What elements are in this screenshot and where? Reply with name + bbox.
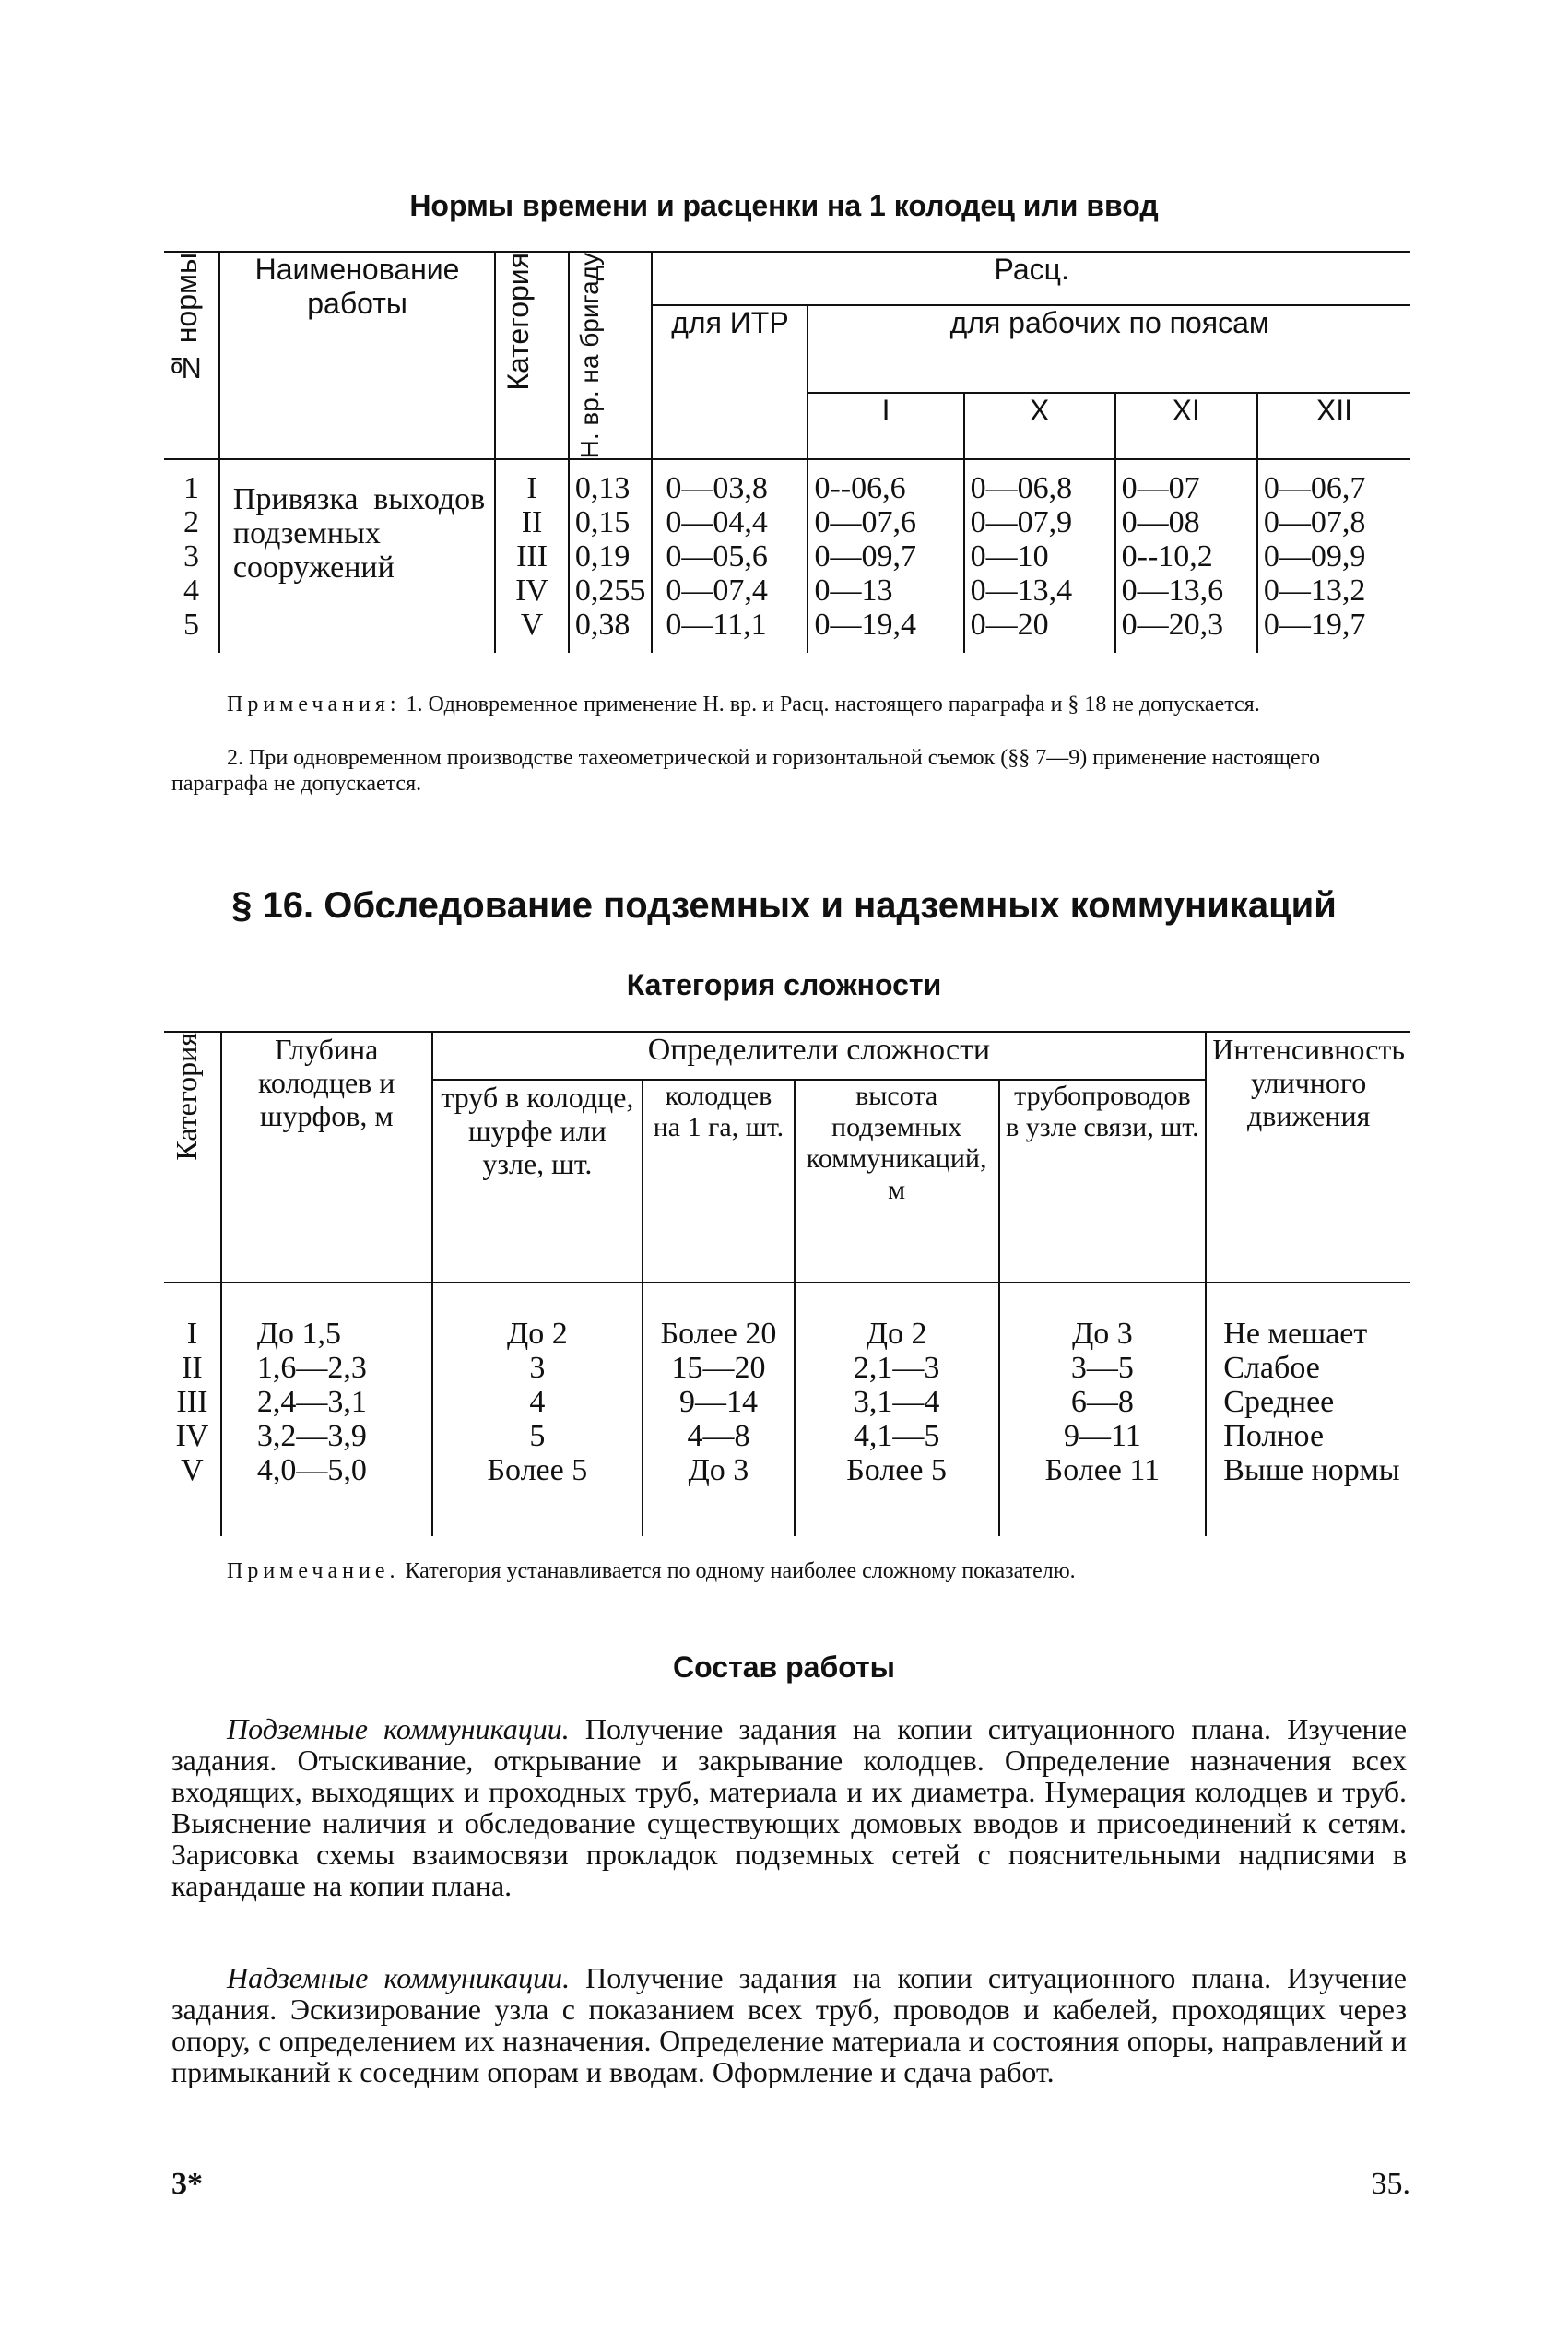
norm-number-header: № нормы: [164, 252, 219, 459]
itr-header: для ИТР: [652, 305, 808, 459]
rate-header: Расц.: [652, 252, 1410, 305]
wells-header: колодцев на 1 га, шт.: [643, 1080, 795, 1283]
pipes-header: труб в колодце, шурфе или узле, шт.: [432, 1080, 643, 1283]
categories: I II III IV V: [164, 1283, 221, 1536]
overground-paragraph: Надземные коммуникации. Получение задания на копии ситуационного плана. Изучение задания. Эскизирование узла с показанием всех труб, проводов и кабелей, проходящих через опору, с определением их назначения. Определение материала и состояния опоры, направлений и примыканий к соседним опорам и вводам. Оформление и сдача работ.: [171, 1961, 1408, 2088]
work-name: Привязка выходов подземных сооружений: [219, 459, 495, 653]
signature-mark: 3*: [171, 2167, 203, 2201]
height-header: высота подземных коммуникаций, м: [795, 1080, 999, 1283]
workers-header: для рабочих по поясам: [808, 305, 1410, 393]
depth-values: До 1,5 1,6—2,3 2,4—3,1 3,2—3,9 4,0—5,0: [221, 1283, 432, 1536]
section-title: § 16. Обследование подземных и надземных коммуникаций: [231, 885, 1337, 926]
underground-paragraph: Подземные коммуникации. Получение задания на копии ситуационного плана. Изучение задания. Отыскивание, открывание и закрывание колодцев. Определение назначения всех входящих, выходящих и проходных труб, материала и их диаметра. Нумерация колодцев и труб. Выяснение наличия и обследование существующих домовых вводов и присоединений к сетям. Зарисовка схемы взаимосвязи прокладок подземных сетей с пояснительными надписями в карандаше на копии плана.: [171, 1712, 1408, 1902]
belt-xi-rates: 0—07 0—08 0--10,2 0—13,6 0—20,3: [1115, 459, 1257, 653]
notes-2: 2. При одновременном производстве тахеометрической и горизонтальной съемок (§§ 7—9) применение настоящего параграфа не допускается.: [171, 746, 1320, 796]
pipelines-values: До 3 3—5 6—8 9—11 Более 11: [999, 1283, 1207, 1536]
page-number: 35.: [1371, 2167, 1410, 2201]
belt-header: XI: [1115, 393, 1257, 459]
norm-numbers: 1 2 3 4 5: [164, 459, 219, 653]
belt-x-rates: 0—06,8 0—07,9 0—10 0—13,4 0—20: [964, 459, 1115, 653]
table1-caption: Нормы времени и расценки на 1 колодец или ввод: [409, 189, 1159, 222]
table2-caption: Категория сложности: [626, 968, 942, 1001]
notes-1: Примечания: 1. Одновременное применение Н. вр. и Расц. настоящего параграфа и § 18 не допускается.: [227, 692, 1260, 716]
categories: I II III IV V: [495, 459, 569, 653]
time-norm-header: Н. вр. на бригаду: [569, 252, 653, 459]
belt-i-rates: 0--06,6 0—07,6 0—09,7 0—13 0—19,4: [808, 459, 963, 653]
belt-header: X: [964, 393, 1115, 459]
belt-xii-rates: 0—06,7 0—07,8 0—09,9 0—13,2 0—19,7: [1263, 471, 1366, 643]
wells-values: Более 20 15—20 9—14 4—8 До 3: [643, 1283, 795, 1536]
height-values: До 2 2,1—3 3,1—4 4,1—5 Более 5: [795, 1283, 999, 1536]
category-header: Категория: [495, 252, 569, 459]
category-header: Категория: [164, 1032, 221, 1283]
belt-header: I: [808, 393, 963, 459]
traffic-header: Интенсивность уличного движения: [1206, 1032, 1410, 1283]
depth-header: Глубина колодцев и шурфов, м: [221, 1032, 432, 1283]
work-composition-heading: Состав работы: [673, 1650, 895, 1684]
definers-header: Определители сложности: [432, 1032, 1207, 1080]
time-norms: 0,13 0,15 0,19 0,255 0,38: [569, 459, 653, 653]
norms-table: [164, 251, 1410, 653]
traffic-values: Не мешает Слабое Среднее Полное Выше нормы: [1223, 1317, 1400, 1487]
pipelines-header: трубопроводов в узле связи, шт.: [999, 1080, 1207, 1283]
note-3: Примечание. Категория устанавливается по одному наиболее сложному показателю.: [227, 1559, 1076, 1583]
complexity-table: [164, 1031, 1410, 1536]
belt-header: XII: [1257, 393, 1410, 459]
pipes-values: До 2 3 4 5 Более 5: [432, 1283, 643, 1536]
itr-rates: 0—03,8 0—04,4 0—05,6 0—07,4 0—11,1: [652, 459, 808, 653]
work-name-header: Наименование работы: [219, 252, 495, 459]
